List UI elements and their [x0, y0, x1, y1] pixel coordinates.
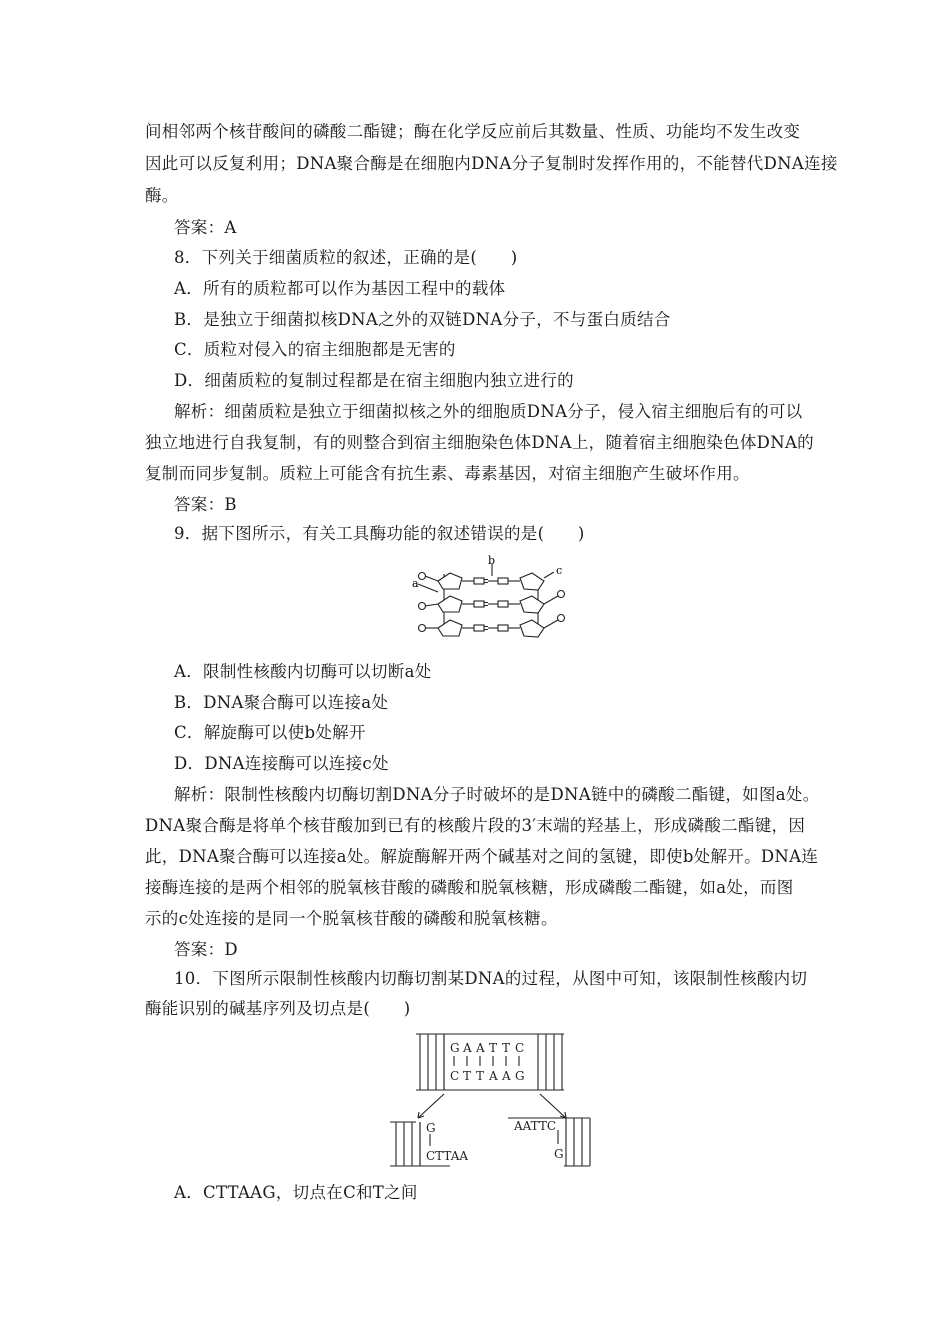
explanation-line: 独立地进行自我复制，有的则整合到宿主细胞染色体DNA上，随着宿主细胞染色体DNA的: [145, 433, 814, 452]
answer-line: 答案：D: [174, 940, 238, 959]
left-fragment-bottom: CTTAA: [426, 1149, 469, 1163]
answer-line: 答案：B: [174, 495, 237, 514]
option-a: A．CTTAAG，切点在C和T之间: [174, 1183, 418, 1202]
explanation-line: 此，DNA聚合酶可以连接a处。解旋酶解开两个碱基对之间的氢键，即使b处解开。DNA连: [145, 847, 819, 866]
option-a: A．限制性核酸内切酶可以切断a处: [174, 662, 432, 681]
option-c: C．质粒对侵入的宿主细胞都是无害的: [174, 340, 456, 359]
bottom-base-1: C: [450, 1069, 460, 1083]
explanation-line: 接酶连接的是两个相邻的脱氧核苷酸的磷酸和脱氧核糖，形成磷酸二酯键，如a处，而图: [145, 878, 794, 897]
explanation-line: 复制而同步复制。质粒上可能含有抗生素、毒素基因，对宿主细胞产生破坏作用。: [145, 464, 750, 483]
top-base-5: T: [502, 1041, 511, 1055]
question-9: 9．据下图所示，有关工具酶功能的叙述错误的是( ): [174, 524, 585, 543]
bottom-base-2: T: [463, 1069, 472, 1083]
top-base-1: G: [450, 1041, 460, 1055]
dna-structure-figure: [408, 554, 576, 644]
question-10: 10．下图所示限制性核酸内切酶切割某DNA的过程，从图中可知，该限制性核酸内切: [174, 969, 808, 988]
option-a: A．所有的质粒都可以作为基因工程中的载体: [174, 279, 506, 298]
paragraph-line: 因此可以反复利用；DNA聚合酶是在细胞内DNA分子复制时发挥作用的，不能替代DNA连接: [145, 154, 838, 173]
right-fragment-bottom: G: [554, 1147, 564, 1161]
bottom-base-3: T: [476, 1069, 485, 1083]
label-c: c: [556, 564, 563, 577]
paragraph-line: 间相邻两个核苷酸间的磷酸二酯键；酶在化学反应前后其数量、性质、功能均不发生改变: [145, 122, 801, 141]
option-d: D．细菌质粒的复制过程都是在宿主细胞内独立进行的: [174, 371, 574, 390]
explanation-line: 示的c处连接的是同一个脱氧核苷酸的磷酸和脱氧核糖。: [145, 909, 558, 928]
left-fragment-top: G: [426, 1121, 436, 1135]
question-10-cont: 酶能识别的碱基序列及切点是( ): [145, 999, 411, 1018]
top-base-6: C: [515, 1041, 525, 1055]
option-d: D．DNA连接酶可以连接c处: [174, 754, 389, 773]
question-8: 8．下列关于细菌质粒的叙述，正确的是( ): [174, 248, 518, 267]
bottom-base-5: A: [502, 1069, 511, 1083]
option-c: C．解旋酶可以使b处解开: [174, 723, 366, 742]
top-base-4: T: [489, 1041, 498, 1055]
top-base-3: A: [476, 1041, 485, 1055]
bottom-base-6: G: [515, 1069, 525, 1083]
bottom-base-4: A: [489, 1069, 498, 1083]
explanation-line: 解析：限制性核酸内切酶切割DNA分子时破坏的是DNA链中的磷酸二酯键，如图a处。: [174, 785, 820, 804]
option-b: B．DNA聚合酶可以连接a处: [174, 693, 389, 712]
option-b: B．是独立于细菌拟核DNA之外的双链DNA分子，不与蛋白质结合: [174, 310, 671, 329]
explanation-line: DNA聚合酶是将单个核苷酸加到已有的核酸片段的3′末端的羟基上，形成磷酸二酯键，因: [145, 816, 806, 835]
label-b: b: [488, 554, 496, 567]
label-a: a: [412, 577, 419, 590]
restriction-cut-figure: [390, 1030, 600, 1172]
right-fragment-top: AATTC: [514, 1119, 557, 1133]
explanation-line: 解析：细菌质粒是独立于细菌拟核之外的细胞质DNA分子，侵入宿主细胞后有的可以: [174, 402, 803, 421]
paragraph-line: 酶。: [145, 186, 179, 205]
answer-line: 答案：A: [174, 218, 237, 237]
top-base-2: A: [463, 1041, 472, 1055]
